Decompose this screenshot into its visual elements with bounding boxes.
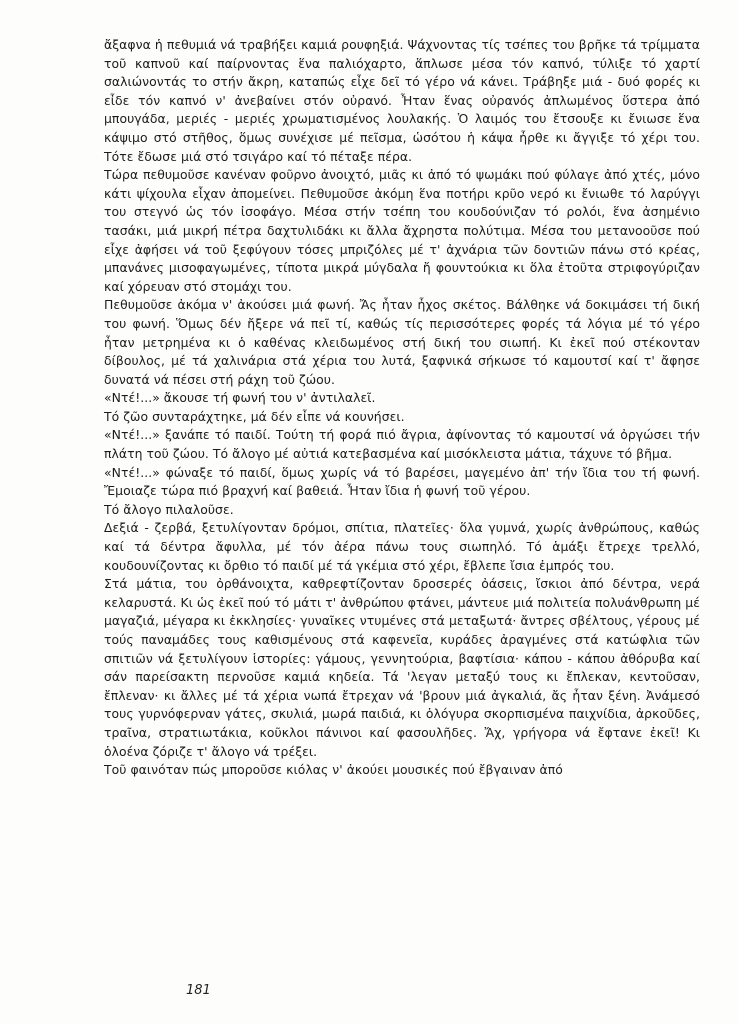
paragraph: Δεξιά - ζερβά, ξετυλίγονταν δρόμοι, σπίτια, πλατεῖες· ὅλα γυμνά, χωρίς ἀνθρώπους, καθώς καί τά δέντρα ἄφυλλα, μέ τόν ἀέρα πάνω τους σιωπηλό. Τό ἁμάξι ἔτρεχε τρελλό, κουδουνίζοντας κι ὄρθιο τό παιδί μέ τά γκέμια στό χέρι, ἔβλεπε ἴσια ἐμπρός του. (104, 520, 700, 573)
paragraph: Τοῦ φαινόταν πώς μποροῦσε κιόλας ν' ἀκούει μουσικές πού ἔβγαιναν ἀπό (104, 762, 563, 778)
page-number: 181 (186, 983, 211, 998)
paragraph: Τώρα πεθυμοῦσε κανέναν φοῦρνο ἀνοιχτό, μιᾶς κι ἀπό τό ψωμάκι πού φύλαγε ἀπό χτές, μόνο κάτι ψίχουλα εἶχαν ἀπομείνει. Πεθυμοῦσε ἀκόμη ἕνα ποτήρι κρῦο νερό κι ἔνιωθε τό λαρύγγι του στεγνό ὡς τόν ἰσοφάγο. Μέσα στήν τσέπη του κουδούνιζαν τό ρολόι, ἕνα ἀσημένιο τασάκι, μιά μικρή πέτρα δαχτυλιδάκι κι ἄλλα ἄχρηστα πολύτιμα. Μέσα του μετανοοῦσε πού εἶχε ἀφήσει νά τοῦ ξεφύγουν τόσες μπριζόλες μέ τ' ἀχνάρια τῶν δοντιῶν πάνω στό κρέας, μπανάνες μισοφαγωμένες, τίποτα μικρά μύγδαλα ἤ φουντούκια κι ὅλα ἐτοῦτα στριφογύριζαν καί χόρευαν στό στομάχι του. (104, 167, 700, 294)
body-text (104, 36, 700, 780)
paragraph: ἄξαφνα ἡ πεθυμιά νά τραβήξει καμιά ρουφηξιά. Ψάχνοντας τίς τσέπες του βρῆκε τά τρίμματα τοῦ καπνοῦ καί παίρνοντας ἕνα παλιόχαρτο, ἅπλωσε μέσα τόν καπνό, τύλιξε τό χαρτί σαλιώνοντάς το στήν ἄκρη, καταπώς εἶχε δεῖ τό γέρο νά κάνει. Τράβηξε μιά - δυό φορές κι εἶδε τόν καπνό ν' ἀνεβαίνει στόν οὐρανό. Ἦταν ἕνας οὐρανός ἀπλωμένος ὕστερα ἀπό μπουγάδα, μεριές - μεριές χρωματισμένος λουλακής. Ὁ λαιμός του ἔτσουξε κι ἔνιωσε ἕνα κάψιμο στό στῆθος, ὅμως συνέχισε μέ πεῖσμα, ὡσότου ἡ κάψα ἦρθε κι ἄγγιξε τό χέρι του. Τότε ἔδωσε μιά στό τσιγάρο καί τό πέταξε πέρα. (104, 37, 700, 164)
paragraph: «Ντέ!...» ξανάπε τό παιδί. Τούτη τή φορά πιό ἄγρια, ἀφίνοντας τό καμουτσί νά ὀργώσει τήν πλάτη τοῦ ζώου. Τό ἄλογο μέ αὐτιά κατεβασμένα καί μισόκλειστα μάτια, τάχυνε τό βῆμα. (104, 427, 700, 462)
paragraph: «Ντέ!...» φώναξε τό παιδί, ὅμως χωρίς νά τό βαρέσει, μαγεμένο ἀπ' τήν ἴδια του τή φωνή. Ἔμοιαζε τώρα πιό βραχνή καί βαθειά. Ἦταν ἴδια ἡ φωνή τοῦ γέρου. (104, 464, 700, 499)
paragraph: Στά μάτια, του ὀρθάνοιχτα, καθρεφτίζονταν δροσερές ὀάσεις, ἴσκιοι ἀπό δέντρα, νερά κελαρυστά. Κι ὡς ἐκεῖ πού τό μάτι τ' ἀνθρώπου φτάνει, μάντευε μιά πολιτεία πολυάνθρωπη μέ μαγαζιά, μέγαρα κι ἐκκλησίες· γυναῖκες ντυμένες στά μεταξωτά· ἄντρες σβέλτους, γέρους μέ τούς παναμάδες τους καθισμένους στά καφενεῖα, κυράδες ἀραγμένες στά κατώφλια τῶν σπιτιῶν νά ξετυλίγουν ἱστορίες: γάμους, γεννητούρια, βαφτίσια· κάπου - κάπου ἀθόρυβα καί σάν παρείσακτη περνοῦσε καμιά κηδεία. Τά 'λεγαν μεταξύ τους κι ἔπλεκαν, κεντοῦσαν, ἔπλεναν· κι ἄλλες μέ τά χέρια νωπά ἔτρεχαν νά 'βρουν μιά ἀγκαλιά, ἄς ἦταν ξένη. Ἀνάμεσό τους γυρνόφερναν γάτες, σκυλιά, μωρά παιδιά, κι ὁλόγυρα σκορπισμένα παιχνίδια, ἀρκοῦδες, τραῖνα, στρατιωτάκια, κοῦκλοι πάνινοι καί φασουλῆδες. Ἄχ, γρήγορα νά ἔφτανε ἐκεῖ! Κι ὁλοένα ζόριζε τ' ἄλογο νά τρέξει. (104, 576, 700, 759)
paragraph: «Ντέ!...» ἄκουσε τή φωνή του ν' ἀντιλαλεῖ. (104, 390, 376, 406)
paragraph: Τό ζῶο συνταράχτηκε, μά δέν εἶπε νά κουνήσει. (104, 408, 405, 424)
paragraph: Πεθυμοῦσε ἀκόμα ν' ἀκούσει μιά φωνή. Ἄς ἦταν ἦχος σκέτος. Βάλθηκε νά δοκιμάσει τή δική του φωνή. Ὅμως δέν ἤξερε νά πεῖ τί, καθώς τίς περισσότερες φορές τά λόγια μέ τό γέρο ἦταν μετρημένα κι ὁ καθένας κλειδωμένος στή δική του σιωπή. Κι ἐκεῖ πού στέκονταν δίβουλος, μέ τά χαλινάρια στά χέρια του λυτά, ξαφνικά σήκωσε τό καμουτσί καί τ' ἄφησε δυνατά νά πέσει στή ράχη τοῦ ζώου. (104, 297, 700, 387)
paragraph: Τό ἄλογο πιλαλοῦσε. (104, 501, 234, 517)
